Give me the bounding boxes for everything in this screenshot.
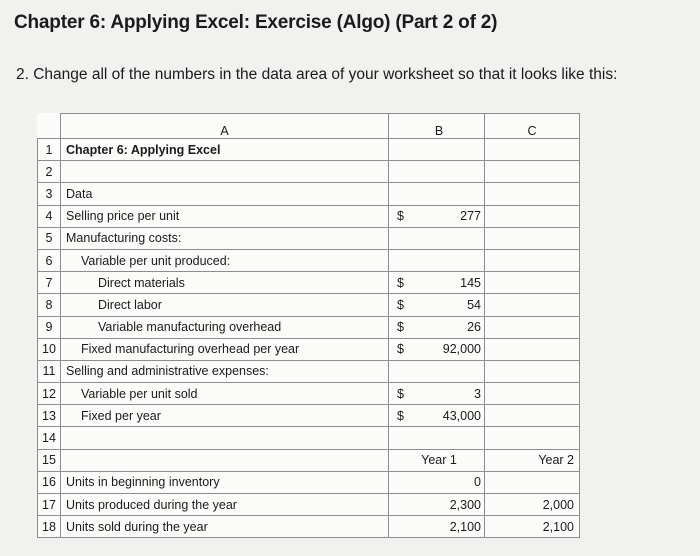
cell-c[interactable] xyxy=(485,427,580,449)
instruction-text: 2. Change all of the numbers in the data area of your worksheet so that it looks like this: xyxy=(16,66,618,83)
cell-c[interactable]: 2,100 xyxy=(485,516,580,538)
corner-cell xyxy=(38,114,61,139)
table-row xyxy=(38,316,580,338)
cell-b[interactable] xyxy=(389,249,485,271)
cell-b[interactable] xyxy=(389,383,485,405)
cell-c[interactable] xyxy=(485,249,580,271)
cell-b[interactable] xyxy=(389,161,485,183)
column-header-b[interactable]: B xyxy=(389,114,485,139)
cell-a[interactable]: Manufacturing costs: xyxy=(61,227,389,249)
currency-symbol: $ xyxy=(397,209,404,224)
table-row xyxy=(38,205,580,227)
cell-b-value: 145 xyxy=(460,275,481,290)
cell-b-content xyxy=(397,209,481,223)
cell-c[interactable] xyxy=(485,471,580,493)
cell-c[interactable] xyxy=(485,205,580,227)
table-row xyxy=(38,360,580,382)
cell-a[interactable] xyxy=(61,161,389,183)
cell-b-content xyxy=(397,342,481,356)
table-row xyxy=(38,449,580,471)
cell-b-value: 92,000 xyxy=(442,342,481,357)
cell-c[interactable] xyxy=(485,227,580,249)
cell-b[interactable] xyxy=(389,294,485,316)
spreadsheet-table xyxy=(37,113,580,538)
table-row xyxy=(38,294,580,316)
row-number[interactable]: 4 xyxy=(38,205,61,227)
cell-c[interactable]: Year 2 xyxy=(485,449,580,471)
cell-b-value: 0 xyxy=(474,475,481,490)
row-number[interactable]: 5 xyxy=(38,227,61,249)
cell-b[interactable] xyxy=(389,405,485,427)
cell-c[interactable] xyxy=(485,405,580,427)
cell-c[interactable] xyxy=(485,338,580,360)
cell-b[interactable] xyxy=(389,139,485,161)
cell-b-value: 277 xyxy=(460,209,481,224)
currency-symbol: $ xyxy=(397,320,404,335)
cell-c[interactable] xyxy=(485,360,580,382)
cell-c[interactable] xyxy=(485,316,580,338)
cell-a[interactable]: Units produced during the year xyxy=(61,494,389,516)
row-number[interactable]: 14 xyxy=(38,427,61,449)
cell-a[interactable]: Fixed per year xyxy=(61,405,389,427)
cell-a[interactable] xyxy=(61,449,389,471)
cell-b[interactable] xyxy=(389,316,485,338)
currency-symbol: $ xyxy=(397,275,404,290)
row-number[interactable]: 13 xyxy=(38,405,61,427)
cell-a[interactable]: Data xyxy=(61,183,389,205)
column-header-row xyxy=(38,114,580,139)
table-row xyxy=(38,227,580,249)
row-number[interactable]: 15 xyxy=(38,449,61,471)
cell-c[interactable] xyxy=(485,272,580,294)
cell-a[interactable]: Variable manufacturing overhead xyxy=(61,316,389,338)
cell-a[interactable]: Units in beginning inventory xyxy=(61,471,389,493)
table-row xyxy=(38,383,580,405)
cell-b[interactable] xyxy=(389,360,485,382)
cell-c[interactable] xyxy=(485,383,580,405)
cell-b[interactable] xyxy=(389,427,485,449)
cell-b-content xyxy=(397,409,481,423)
cell-b-content xyxy=(397,520,481,534)
cell-b-content xyxy=(397,276,481,290)
cell-b[interactable] xyxy=(389,227,485,249)
cell-a[interactable]: Direct labor xyxy=(61,294,389,316)
table-row xyxy=(38,161,580,183)
cell-b-value: 2,100 xyxy=(449,519,481,534)
row-number[interactable]: 18 xyxy=(38,516,61,538)
cell-b-content xyxy=(397,498,481,512)
cell-a[interactable]: Selling price per unit xyxy=(61,205,389,227)
table-row xyxy=(38,338,580,360)
row-number[interactable]: 17 xyxy=(38,494,61,516)
cell-a[interactable] xyxy=(61,427,389,449)
currency-symbol: $ xyxy=(397,297,404,312)
cell-c[interactable]: 2,000 xyxy=(485,494,580,516)
table-row xyxy=(38,516,580,538)
table-row xyxy=(38,272,580,294)
row-number[interactable]: 9 xyxy=(38,316,61,338)
table-row xyxy=(38,405,580,427)
table-row xyxy=(38,249,580,271)
cell-a[interactable]: Variable per unit sold xyxy=(61,383,389,405)
column-header-a[interactable]: A xyxy=(61,114,389,139)
row-number[interactable]: 16 xyxy=(38,471,61,493)
cell-b[interactable] xyxy=(389,338,485,360)
cell-b-content xyxy=(397,320,481,334)
cell-b-value: 2,300 xyxy=(449,497,481,512)
page-title: Chapter 6: Applying Excel: Exercise (Algo) (Part 2 of 2) xyxy=(14,12,498,33)
row-number[interactable]: 6 xyxy=(38,249,61,271)
cell-a[interactable]: Direct materials xyxy=(61,272,389,294)
currency-symbol: $ xyxy=(397,408,404,423)
cell-b-value: 26 xyxy=(467,320,481,335)
cell-b[interactable] xyxy=(389,516,485,538)
row-number[interactable]: 10 xyxy=(38,338,61,360)
cell-b[interactable] xyxy=(389,494,485,516)
row-number[interactable]: 2 xyxy=(38,161,61,183)
table-row xyxy=(38,427,580,449)
row-number[interactable]: 7 xyxy=(38,272,61,294)
cell-b-content xyxy=(397,298,481,312)
row-number[interactable]: 11 xyxy=(38,360,61,382)
cell-a[interactable]: Fixed manufacturing overhead per year xyxy=(61,338,389,360)
cell-b[interactable] xyxy=(389,471,485,493)
cell-a[interactable]: Variable per unit produced: xyxy=(61,249,389,271)
cell-b-content xyxy=(397,387,481,401)
column-header-c[interactable]: C xyxy=(485,114,580,139)
cell-c[interactable] xyxy=(485,161,580,183)
cell-c[interactable] xyxy=(485,183,580,205)
table-row xyxy=(38,494,580,516)
cell-b[interactable] xyxy=(389,272,485,294)
cell-b[interactable] xyxy=(389,183,485,205)
cell-a[interactable]: Chapter 6: Applying Excel xyxy=(61,139,389,161)
cell-a[interactable]: Units sold during the year xyxy=(61,516,389,538)
table-row xyxy=(38,183,580,205)
currency-symbol: $ xyxy=(397,386,404,401)
currency-symbol: $ xyxy=(397,342,404,357)
cell-a[interactable]: Selling and administrative expenses: xyxy=(61,360,389,382)
table-row xyxy=(38,139,580,161)
row-number[interactable]: 12 xyxy=(38,383,61,405)
table-row xyxy=(38,471,580,493)
row-number[interactable]: 8 xyxy=(38,294,61,316)
cell-b-value: 43,000 xyxy=(442,408,481,423)
cell-b[interactable] xyxy=(389,205,485,227)
cell-b-content xyxy=(397,475,481,489)
row-number[interactable]: 1 xyxy=(38,139,61,161)
cell-b[interactable]: Year 1 xyxy=(389,449,485,471)
cell-c[interactable] xyxy=(485,139,580,161)
cell-b-value: 54 xyxy=(467,297,481,312)
cell-c[interactable] xyxy=(485,294,580,316)
row-number[interactable]: 3 xyxy=(38,183,61,205)
cell-b-value: 3 xyxy=(474,386,481,401)
